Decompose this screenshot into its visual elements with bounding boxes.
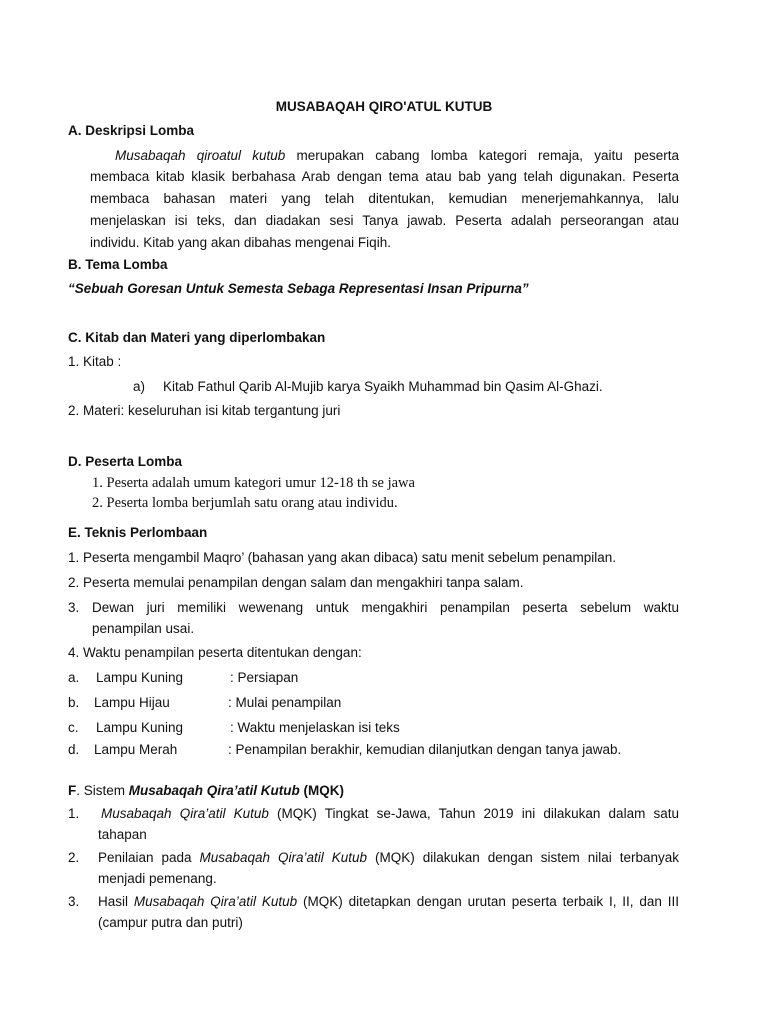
section-e-item-3-line-1: Dewan juri memiliki wewenang untuk mengakhiri penampilan peserta sebelum waktu [92, 600, 679, 615]
section-c-heading: C. Kitab dan Materi yang diperlombakan [68, 330, 326, 345]
section-f-item-2-line-1 [98, 847, 679, 869]
lamp-name: Lampu Kuning [96, 720, 184, 735]
section-f-item-3-number: 3. [68, 894, 80, 909]
theme-text: “Sebuah Goresan Untuk Semesta Sebaga Representasi Insan Pripurna” [68, 281, 529, 296]
section-b-heading: B. Tema Lomba [68, 257, 168, 272]
section-f-item-3-italic: Musabaqah Qira’atil Kutub [133, 894, 298, 909]
section-e-item-4: 4. Waktu penampilan peserta ditentukan dengan: [68, 645, 362, 660]
section-a-line-3: membaca bahasan materi yang telah ditentukan, kemudian menerjemahkannya, lalu [90, 191, 679, 206]
section-f-item-1-number: 1. [68, 806, 80, 821]
section-f-heading [68, 780, 344, 802]
lamp-description: : Waktu menjelaskan isi teks [230, 720, 400, 735]
section-f-heading-dot: . Sistem [76, 783, 129, 798]
section-e-item-2: 2. Peserta memulai penampilan dengan salam dan mengakhiri tanpa salam. [68, 575, 524, 590]
section-f-heading-suffix: (MQK) [299, 783, 345, 798]
lamp-name: Lampu Hijau [94, 695, 170, 710]
section-c-item-1: 1. Kitab : [68, 354, 122, 369]
section-d-item-1: 1. Peserta adalah umum kategori umur 12-18 th se jawa [92, 475, 415, 491]
section-a-line-5: individu. Kitab yang akan dibahas mengenai Fiqih. [90, 235, 391, 250]
section-a-line-1-rest: merupakan cabang lomba kategori remaja, yaitu peserta [285, 148, 679, 163]
section-f-item-2-pre: Penilaian pada [98, 850, 200, 865]
section-f-item-2-rest: (MQK) dilakukan dengan sistem nilai terbanyak [367, 850, 679, 865]
section-f-item-2-number: 2. [68, 850, 80, 865]
lamp-name: Lampu Merah [94, 742, 178, 757]
lamp-description: : Mulai penampilan [228, 695, 342, 710]
lamp-description: : Penampilan berakhir, kemudian dilanjutkan dengan tanya jawab. [228, 742, 622, 757]
section-e-item-3-number: 3. [68, 600, 80, 615]
section-f-item-1-line-1 [101, 803, 679, 825]
section-d-heading: D. Peserta Lomba [68, 454, 183, 469]
section-a-line-2: membaca kitab klasik berbahasa Arab dengan tema atau bab yang telah digunakan. Peserta [90, 169, 679, 184]
section-e-item-1: 1. Peserta mengambil Maqro’ (bahasan yang akan dibaca) satu menit sebelum penampilan. [68, 550, 617, 565]
section-f-item-1-line-2: tahapan [98, 827, 147, 842]
section-a-line-1 [115, 145, 679, 167]
section-e-item-3-line-2: penampilan usai. [92, 621, 195, 636]
lamp-name: Lampu Kuning [96, 670, 184, 685]
section-a-italic-term: Musabaqah qiroatul kutub [115, 148, 286, 163]
section-f-item-3-line-1 [98, 891, 679, 913]
section-f-item-1-italic: Musabaqah Qira’atil Kutub [101, 806, 269, 821]
section-f-item-1-rest: (MQK) Tingkat se-Jawa, Tahun 2019 ini dilakukan dalam satu [268, 806, 679, 821]
section-d-item-2: 2. Peserta lomba berjumlah satu orang atau individu. [92, 495, 398, 511]
section-f-item-3-pre: Hasil [98, 894, 134, 909]
section-c-item-1a: Kitab Fathul Qarib Al-Mujib karya Syaikh Muhammad bin Qasim Al-Ghazi. [163, 379, 603, 394]
section-f-item-3-rest: (MQK) ditetapkan dengan urutan peserta terbaik I, II, dan III [297, 894, 679, 909]
section-f-heading-italic: Musabaqah Qira’atil Kutub [128, 783, 300, 798]
section-c-item-1a-marker: a) [133, 379, 146, 394]
lamp-marker: a. [68, 670, 80, 685]
page-title: MUSABAQAH QIRO'ATUL KUTUB [275, 99, 493, 114]
section-e-heading: E. Teknis Perlombaan [68, 525, 208, 540]
lamp-marker: d. [68, 742, 80, 757]
section-f-heading-letter: F [68, 783, 77, 798]
section-a-heading: A. Deskripsi Lomba [68, 123, 195, 138]
section-f-item-2-italic: Musabaqah Qira’atil Kutub [199, 850, 368, 865]
section-f-item-2-line-2: menjadi pemenang. [98, 871, 217, 886]
section-c-item-2: 2. Materi: keseluruhan isi kitab tergantung juri [68, 403, 341, 418]
lamp-description: : Persiapan [230, 670, 299, 685]
section-a-line-4: menjelaskan isi teks, dan diadakan sesi Tanya jawab. Peserta adalah perseorangan atau [90, 213, 679, 228]
lamp-marker: c. [68, 720, 79, 735]
section-f-item-3-line-2: (campur putra dan putri) [98, 915, 243, 930]
lamp-marker: b. [68, 695, 80, 710]
